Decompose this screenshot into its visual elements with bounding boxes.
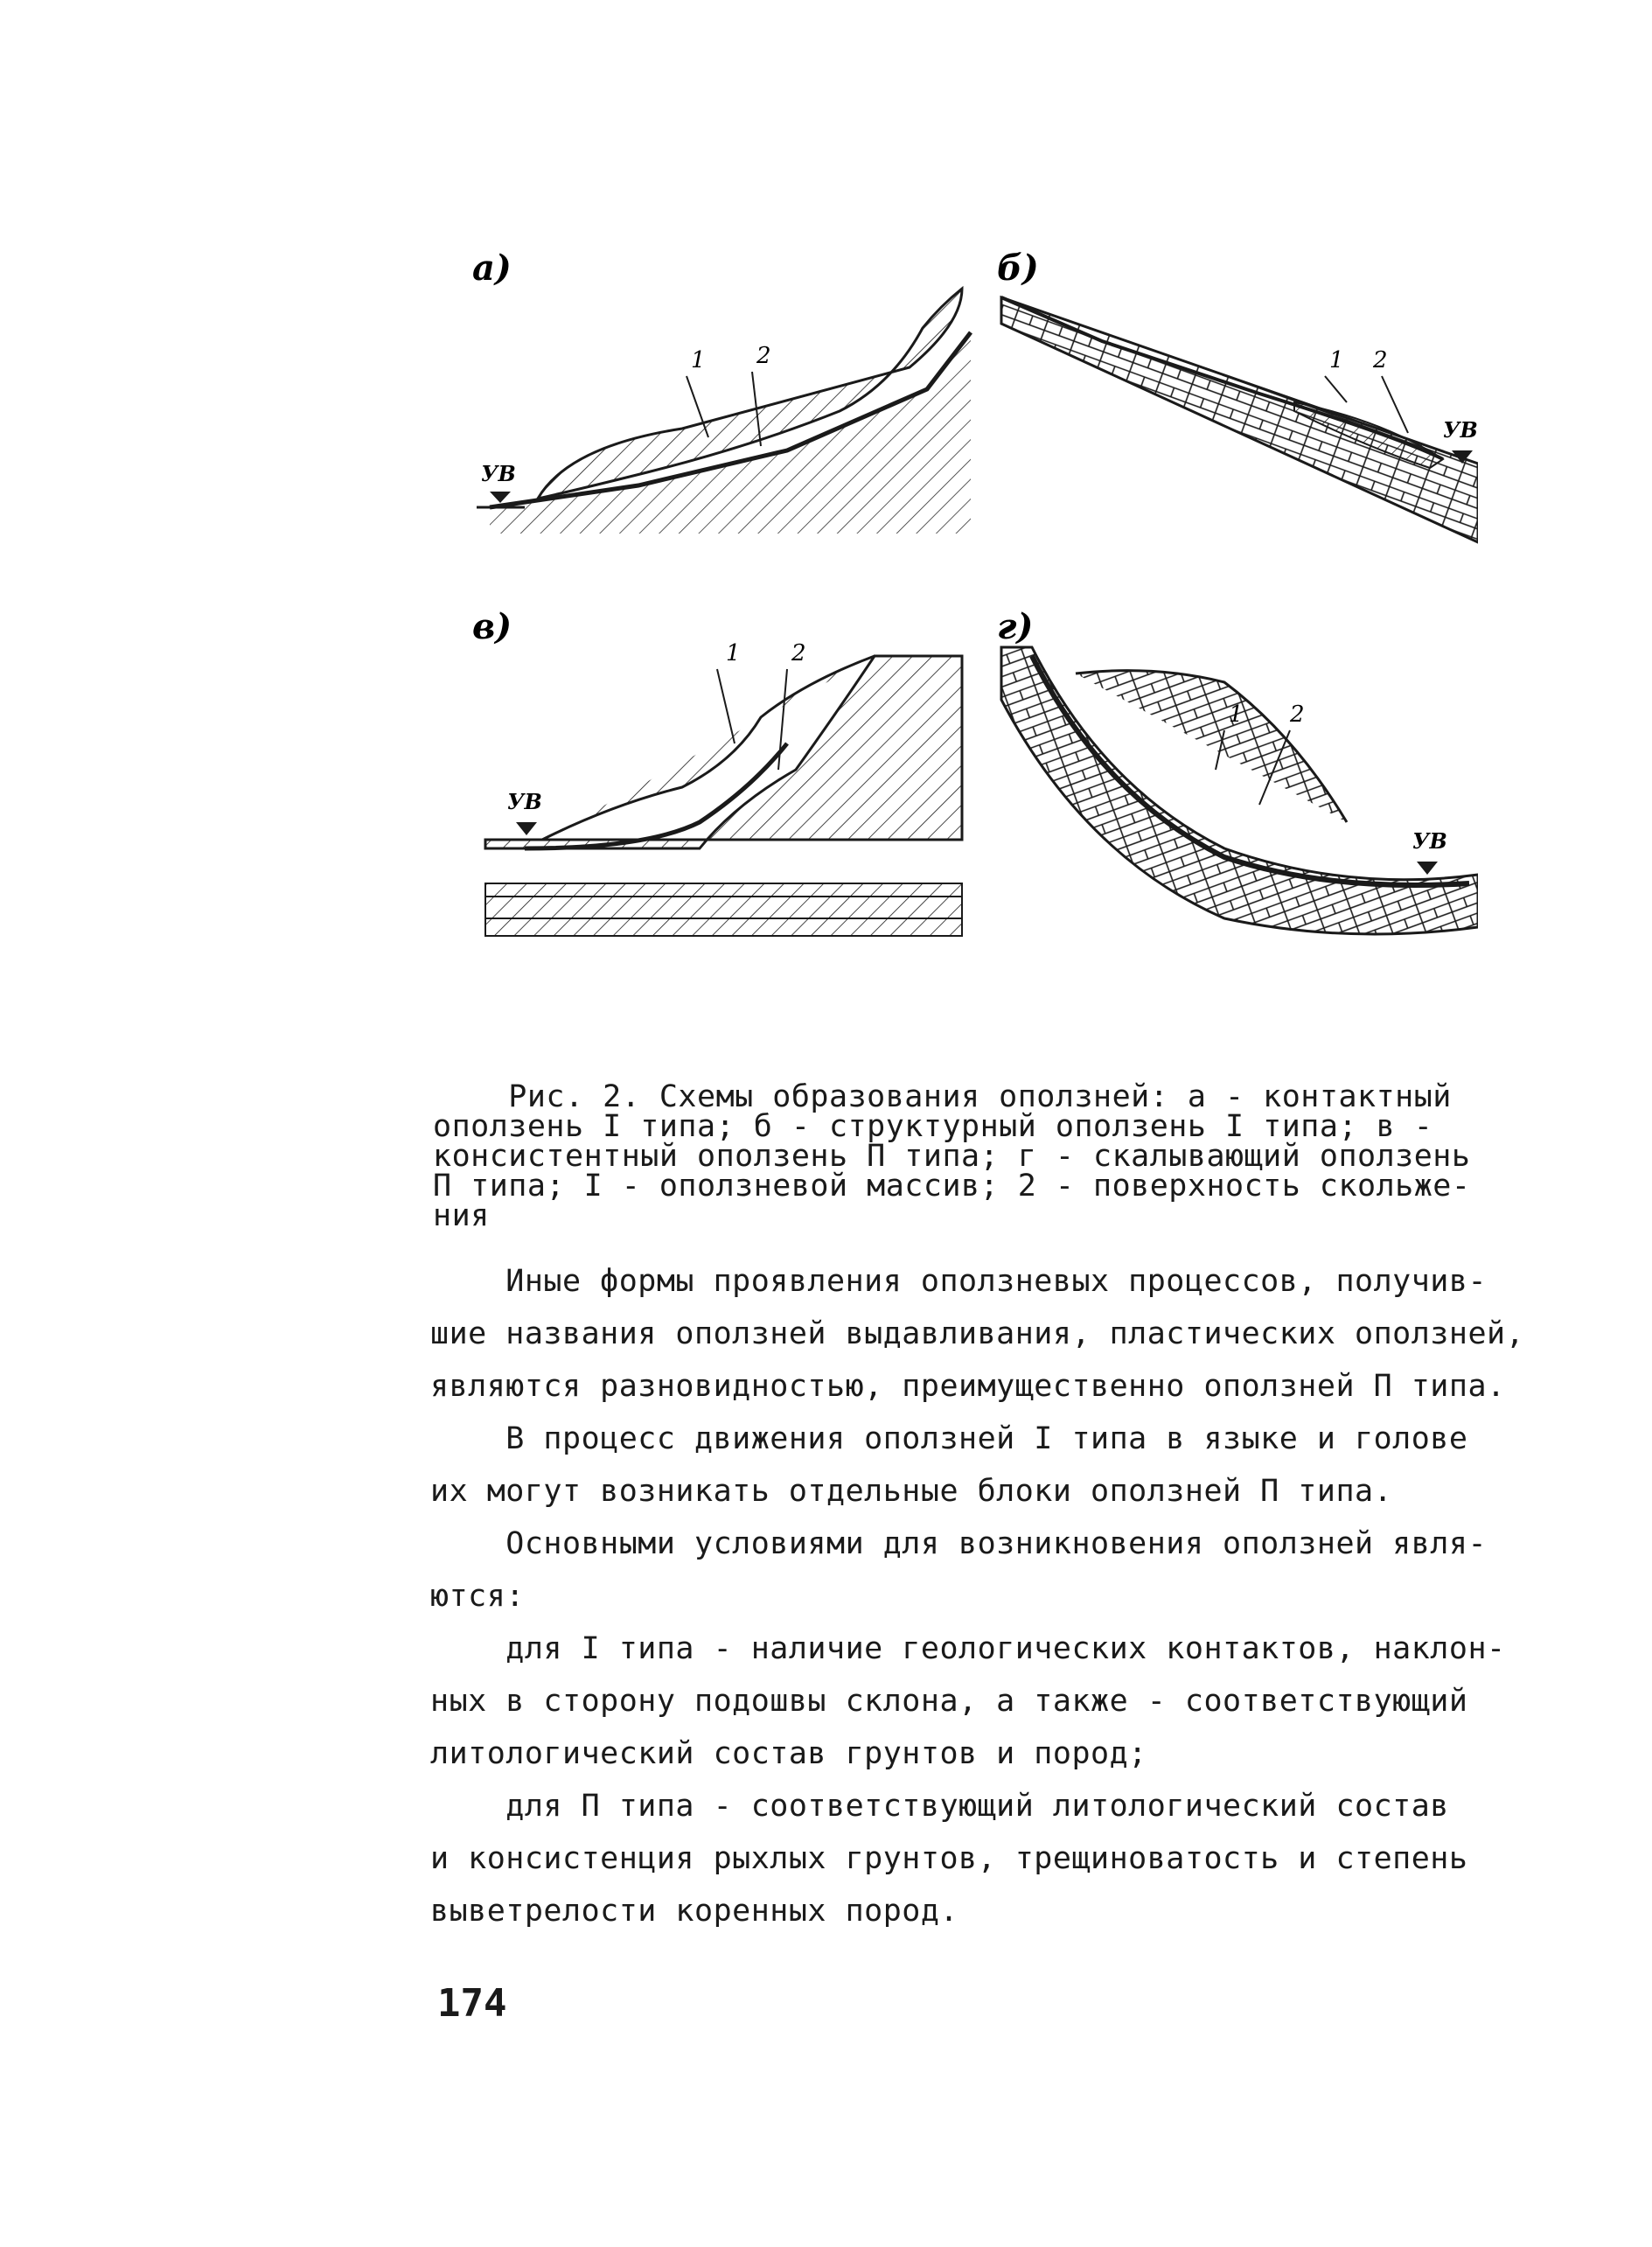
water-level-v: УВ	[507, 789, 542, 814]
body-line: ных в сторону подошвы склона, а также - соответствующий	[430, 1684, 1468, 1719]
body-line: являются разновидностью, преимущественно оползней П типа.	[430, 1369, 1506, 1404]
water-level-b: УВ	[1443, 417, 1478, 443]
water-level-a: УВ	[481, 461, 516, 486]
figure-drawing	[472, 245, 1478, 962]
body-line: Иные формы проявления оползневых процессов, получив-	[430, 1264, 1488, 1299]
page-number: 174	[437, 1981, 507, 2026]
body-line: для П типа - соответствующий литологический состав	[430, 1789, 1449, 1824]
marker-2-g: 2	[1290, 701, 1305, 728]
body-line: для I типа - наличие геологических контактов, наклон-	[430, 1631, 1506, 1666]
body-line: их могут возникать отдельные блоки оползней П типа.	[430, 1474, 1393, 1509]
panel-label-g: г)	[997, 606, 1034, 647]
marker-1-g: 1	[1229, 701, 1244, 728]
body-line: шие названия оползней выдавливания, пластических оползней,	[430, 1316, 1525, 1351]
body-line: литологический состав грунтов и пород;	[430, 1736, 1147, 1771]
marker-1-a: 1	[691, 347, 706, 373]
panel-v	[472, 606, 962, 936]
marker-1-v: 1	[726, 640, 741, 666]
panel-b	[997, 248, 1478, 542]
panel-g	[997, 606, 1478, 934]
marker-2-b: 2	[1373, 347, 1388, 373]
caption-line: ния	[433, 1198, 490, 1233]
water-level-g: УВ	[1412, 828, 1447, 854]
panel-label-b: б)	[997, 248, 1039, 289]
body-line: выветрелости коренных пород.	[430, 1894, 959, 1929]
caption-line: Рис. 2. Схемы образования оползней: а - контактный	[433, 1079, 1452, 1114]
marker-2-v: 2	[791, 640, 806, 666]
body-text	[430, 1255, 1558, 1937]
body-line: и консистенция рыхлых грунтов, трещиноватость и степень	[430, 1841, 1468, 1876]
body-line: ются:	[430, 1579, 525, 1614]
caption-line: консистентный оползень П типа; г - скалывающий оползень	[433, 1139, 1471, 1174]
figure-caption	[433, 1079, 1482, 1233]
marker-2-a: 2	[756, 343, 771, 369]
figure	[472, 245, 1478, 962]
body-line: В процесс движения оползней I типа в языке и голове	[430, 1421, 1468, 1456]
marker-1-b: 1	[1329, 347, 1344, 373]
caption-line: оползень I типа; б - структурный оползень I типа; в -	[433, 1109, 1433, 1144]
body-line: Основными условиями для возникновения оползней явля-	[430, 1526, 1488, 1561]
panel-a	[472, 248, 971, 534]
caption-line: П типа; I - оползневой массив; 2 - поверхность скольже-	[433, 1169, 1471, 1204]
panel-label-a: а)	[472, 248, 512, 289]
panel-label-v: в)	[472, 606, 512, 647]
